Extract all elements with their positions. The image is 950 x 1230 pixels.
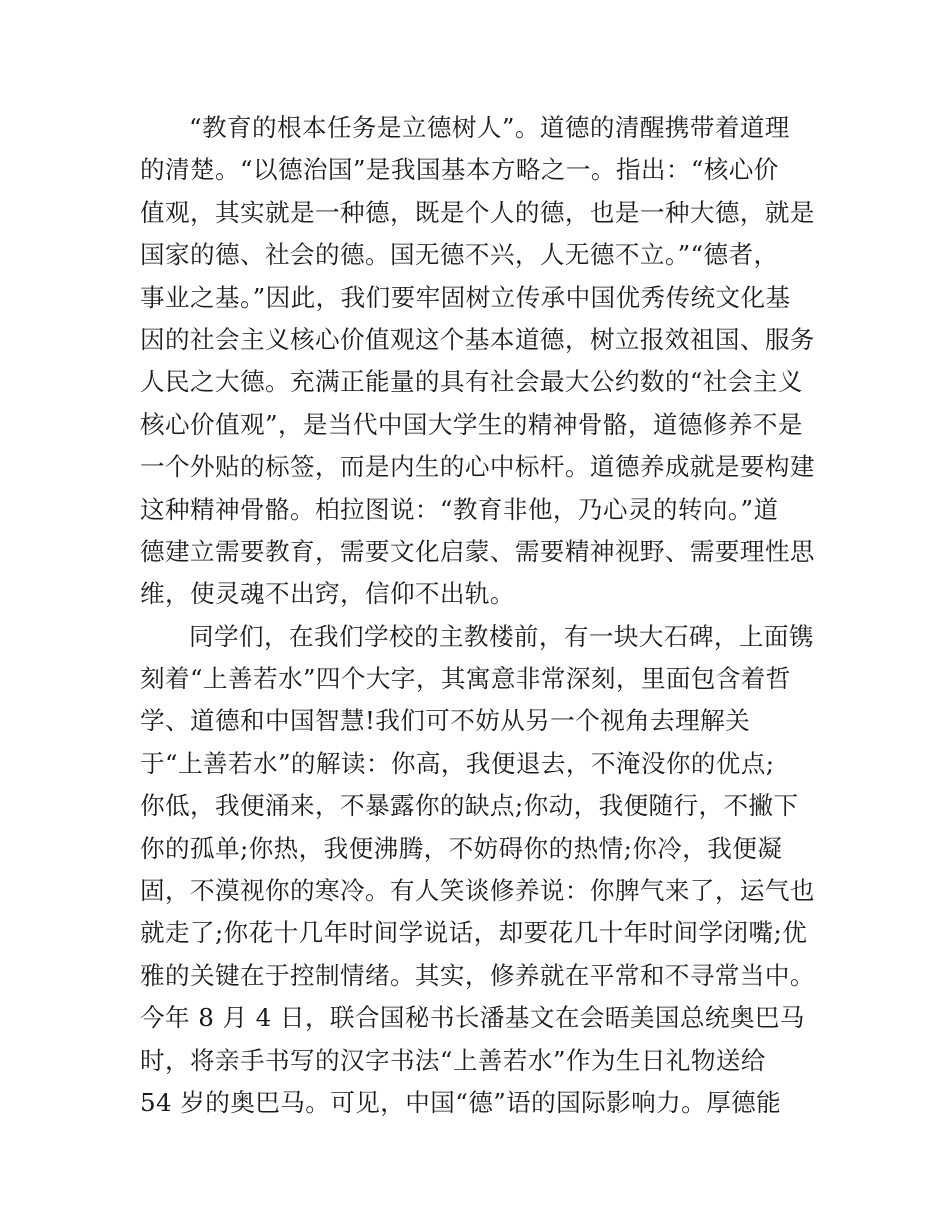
text-line: 学、道德和中国智慧!我们可不妨从另一个视角去理解关 — [140, 706, 751, 736]
text-line: 国家的德、社会的德。国无德不兴，人无德不立。”“德者， — [140, 240, 779, 270]
text-line: 维，使灵魂不出窍，信仰不出轨。 — [140, 579, 515, 609]
text-line: 54 岁的奥巴马。可见，中国“德”语的国际影响力。厚德能 — [140, 1087, 782, 1117]
text-line: 核心价值观”，是当代中国大学生的精神骨骼，道德修养不是 — [140, 409, 803, 439]
text-line: 就走了;你花十几年时间学说话，却要花几十年时间学闭嘴;优 — [140, 918, 808, 948]
paragraph-shangshan-ruoshui — [140, 616, 820, 1125]
text-line: 人民之大德。充满正能量的具有社会最大公约数的“社会主义 — [140, 367, 803, 397]
text-line: 于“上善若水”的解读：你高，我便退去，不淹没你的优点; — [140, 748, 775, 778]
text-line: 你低，我便涌来，不暴露你的缺点;你动，我便随行，不撇下 — [140, 791, 799, 821]
text-line: 这种精神骨骼。柏拉图说：“教育非他，乃心灵的转向。”道 — [140, 494, 779, 524]
text-line: 的清楚。“以德治国”是我国基本方略之一。指出：“核心价 — [140, 155, 779, 185]
text-line: “教育的根本任务是立德树人”。道德的清醒携带着道理 — [189, 113, 790, 142]
text-line: 同学们，在我们学校的主教楼前，有一块大石碑，上面镌 — [189, 621, 814, 651]
text-line: 因的社会主义核心价值观这个基本道德，树立报效祖国、服务 — [140, 324, 815, 354]
text-line: 事业之基。”因此，我们要牢固树立传承中国优秀传统文化基 — [140, 282, 791, 312]
text-line: 刻着“上善若水”四个大字，其寓意非常深刻，里面包含着哲 — [140, 664, 791, 694]
text-line: 雅的关键在于控制情绪。其实，修养就在平常和不寻常当中。 — [140, 960, 815, 990]
text-line: 时，将亲手书写的汉字书法“上善若水”作为生日礼物送给 — [140, 1045, 766, 1075]
text-line: 今年 8 月 4 日，联合国秘书长潘基文在会晤美国总统奥巴马 — [140, 1003, 805, 1033]
paragraph-moral-education — [140, 107, 820, 616]
text-line: 值观，其实就是一种德，既是个人的德，也是一种大德，就是 — [140, 197, 815, 227]
text-line: 固，不漠视你的寒冷。有人笑谈修养说：你脾气来了，运气也 — [140, 876, 815, 906]
text-line: 你的孤单;你热，我便沸腾，不妨碍你的热情;你冷，我便凝 — [140, 833, 783, 863]
document-body — [140, 107, 820, 1124]
text-line: 德建立需要教育，需要文化启蒙、需要精神视野、需要理性思 — [140, 536, 815, 566]
text-line: 一个外贴的标签，而是内生的心中标杆。道德养成就是要构建 — [140, 452, 815, 482]
